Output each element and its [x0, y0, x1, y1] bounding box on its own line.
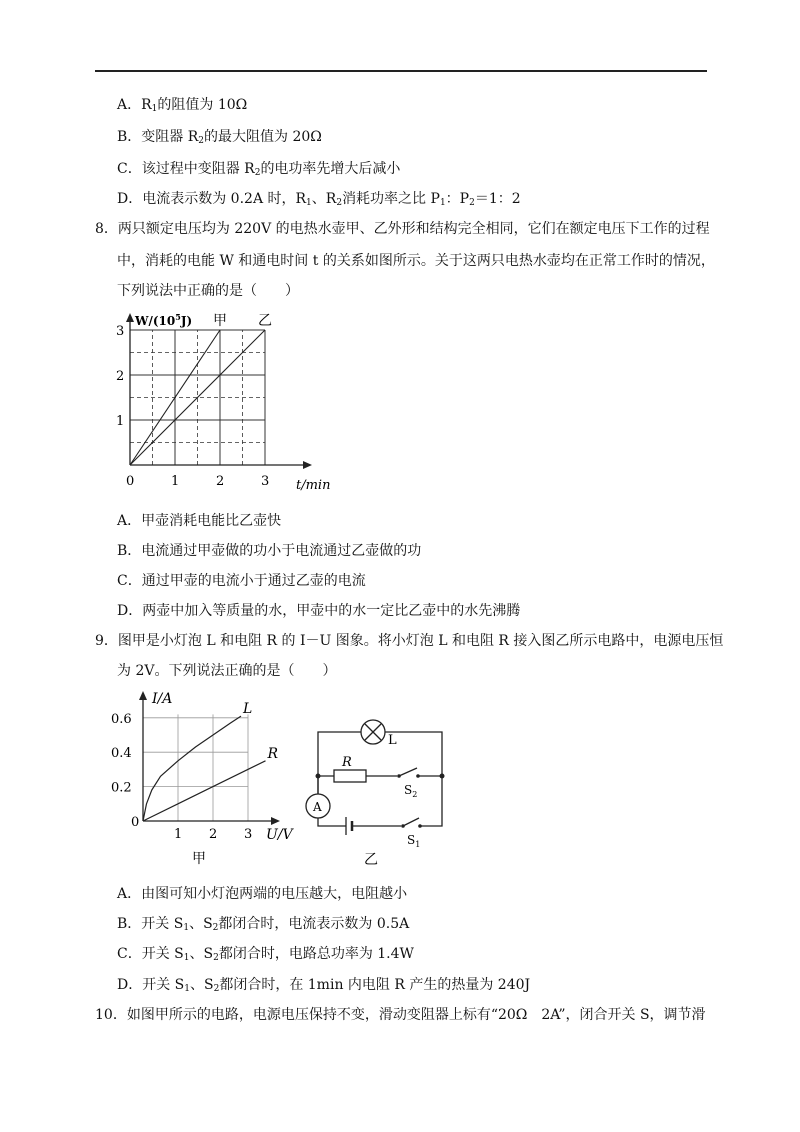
q10-stem-line1: 10．如图甲所示的电路，电源电压保持不变，滑动变阻器上标有“20Ω 2A”，闭合开关 S，调节滑	[95, 1007, 706, 1023]
q8-option-c: C．通过甲壶的电流小于通过乙壶的电流	[117, 573, 366, 589]
series-label: L	[243, 701, 253, 718]
series-line-R	[143, 761, 266, 821]
x-tick-label: 1	[171, 474, 180, 489]
ammeter-label: A	[313, 800, 322, 814]
resistor-label: R	[342, 755, 352, 770]
series-label: R	[267, 745, 279, 762]
q8-stem-line2: 中，消耗的电能 W 和通电时间 t 的关系如图所示。关于这两只电热水壶均在正常工作时的情况，	[117, 253, 715, 269]
switch-s1	[401, 818, 422, 828]
q8-option-a: A．甲壶消耗电能比乙壶快	[117, 513, 282, 529]
q9-circuit-diagram	[300, 715, 460, 870]
origin-label: 0	[131, 815, 140, 830]
s1-label: $S_1$	[407, 833, 421, 849]
x-tick-label: 2	[216, 474, 225, 489]
y-axis-arrow	[126, 313, 134, 322]
y-tick-label: 0.4	[111, 746, 132, 762]
series-label: 甲	[213, 313, 227, 329]
q9-stem-line1: 9．图甲是小灯泡 L 和电阻 R 的 I－U 图象。将小灯泡 L 和电阻 R 接入图乙所示电路中，电源电压恒	[95, 633, 724, 649]
header-rule	[95, 70, 707, 72]
q8-stem-line3: 下列说法中正确的是（ ）	[117, 283, 299, 299]
q8-stem-line1: 8．两只额定电压均为 220V 的电热水壶甲、乙外形和结构完全相同，它们在额定电压下工作的过程	[95, 221, 710, 237]
series-label: 乙	[258, 313, 272, 329]
x-axis-label: t/min	[296, 478, 331, 493]
x-axis-arrow	[303, 461, 312, 469]
series-line-L	[143, 716, 241, 821]
lamp-symbol	[361, 720, 385, 744]
y-axis-label: I/A	[152, 691, 173, 707]
resistor-symbol	[334, 770, 366, 782]
x-axis-label: U/V	[266, 827, 293, 843]
q7-option-d: D．电流表示数为 0.2A 时，$R_1$、$R_2$消耗功率之比 $P_1$：$P_2=1$：2	[117, 191, 521, 208]
origin-label: 0	[126, 474, 135, 489]
q9-option-d: D．开关 $S_1$、$S_2$都闭合时，在 1min 内电阻 R 产生的热量为 240J	[117, 977, 531, 994]
q7-option-a: A．$R_1$的阻值为 10Ω	[117, 97, 248, 114]
q9-option-a: A．由图可知小灯泡两端的电压越大，电阻越小	[117, 886, 408, 902]
q8-energy-time-chart	[100, 305, 350, 500]
q8-option-b: B．电流通过甲壶做的功小于电流通过乙壶做的功	[117, 543, 422, 559]
y-tick-label: 2	[116, 369, 125, 384]
q9-option-b: B．开关 $S_1$、$S_2$都闭合时，电流表示数为 0.5A	[117, 916, 410, 933]
q9-option-c: C．开关 $S_1$、$S_2$都闭合时，电路总功率为 1.4W	[117, 946, 414, 963]
y-axis-label: $W/(10^5J)$	[135, 312, 193, 328]
lamp-label: L	[388, 733, 397, 748]
x-tick-label: 1	[174, 827, 183, 842]
x-tick-label: 3	[261, 474, 270, 489]
switch-s2	[397, 768, 420, 778]
chart-caption: 甲	[192, 851, 206, 867]
y-tick-label: 3	[116, 324, 125, 339]
s2-label: $S_2$	[404, 783, 418, 799]
battery-symbol	[346, 817, 352, 835]
q9-iu-chart	[110, 685, 305, 870]
y-tick-label: 0.6	[111, 711, 132, 727]
q7-option-c: C．该过程中变阻器 $R_2$的电功率先增大后减小	[117, 161, 401, 178]
x-tick-label: 3	[244, 827, 253, 842]
y-tick-label: 1	[116, 414, 125, 429]
x-tick-label: 2	[209, 827, 218, 842]
q8-option-d: D．两壶中加入等质量的水，甲壶中的水一定比乙壶中的水先沸腾	[117, 603, 521, 619]
q7-option-b: B．变阻器 $R_2$的最大阻值为 20Ω	[117, 129, 322, 146]
y-axis-arrow	[139, 691, 147, 700]
x-axis-arrow	[271, 817, 280, 825]
y-tick-label: 0.2	[111, 780, 132, 796]
circuit-caption: 乙	[364, 852, 378, 868]
q9-stem-line2: 为 2V。下列说法正确的是（ ）	[117, 663, 337, 679]
